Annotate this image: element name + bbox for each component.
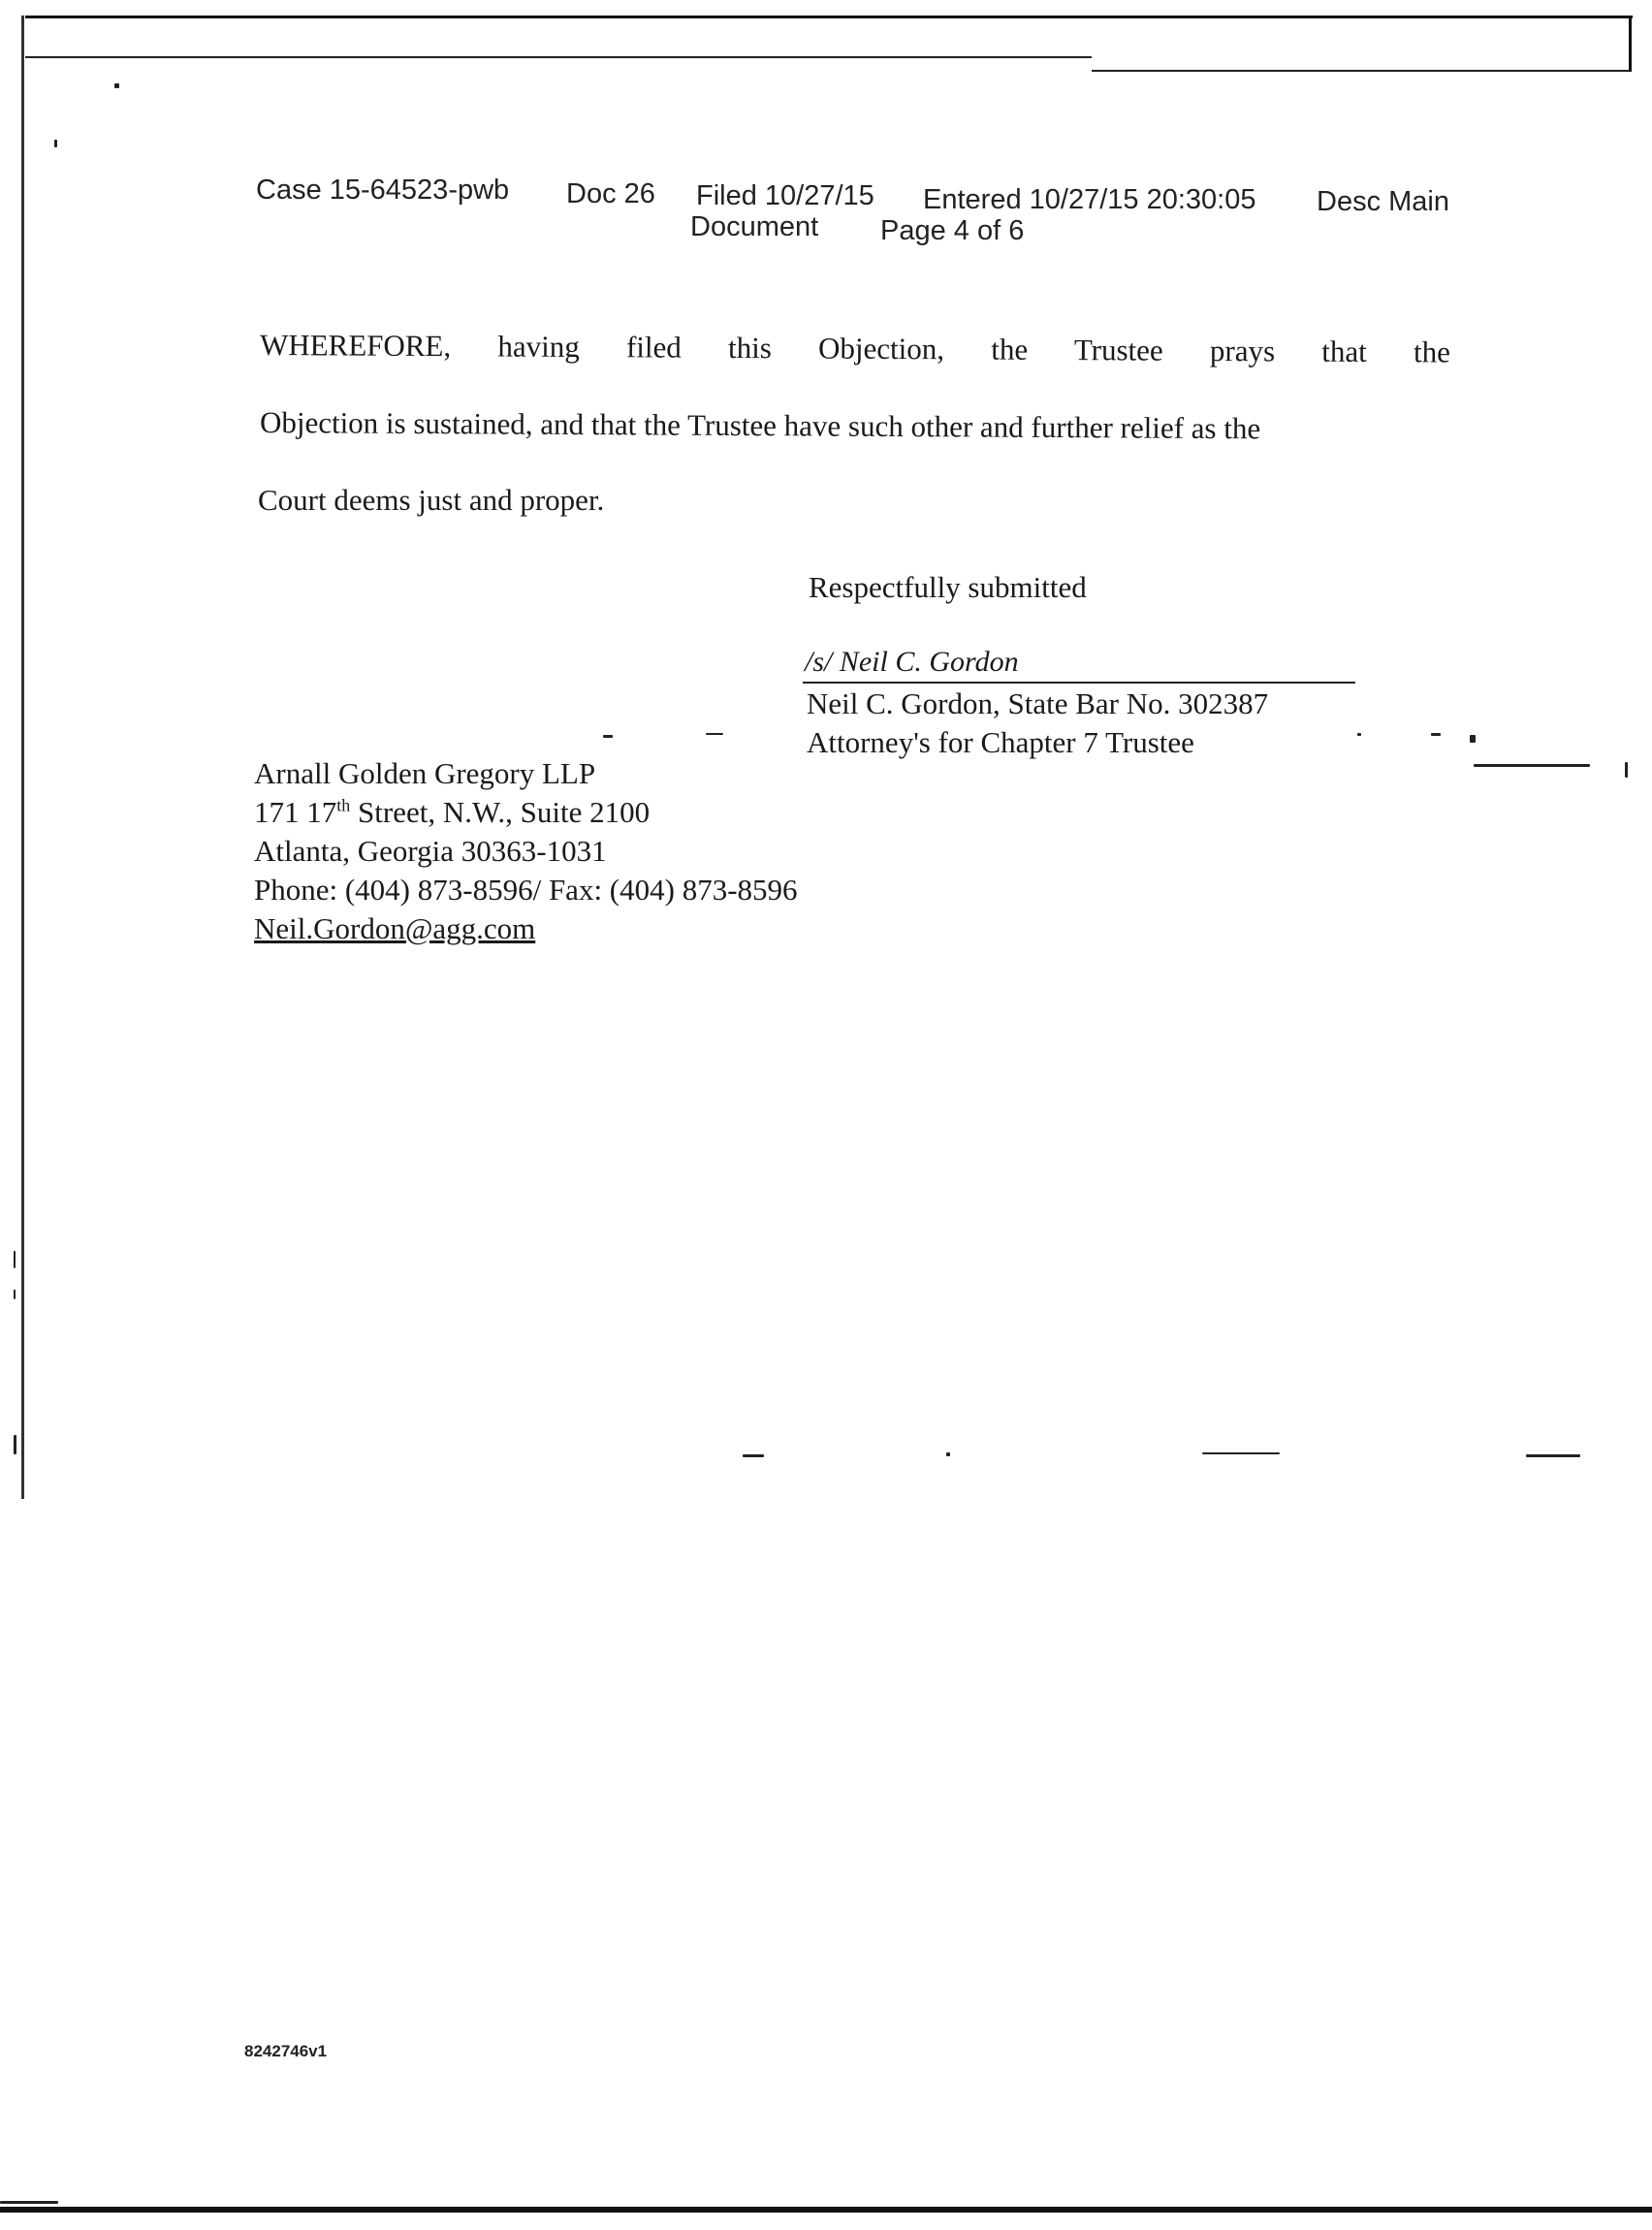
scan-border-inner: [25, 56, 1092, 58]
firm-email-link[interactable]: Neil.Gordon@agg.com: [254, 911, 536, 945]
scan-speck: [1202, 1452, 1280, 1454]
body-paragraph-line-1: WHEREFORE, having filed this Objection, the Trustee prays that the: [259, 328, 1451, 369]
header-page-number: Page 4 of 6: [880, 215, 1025, 246]
header-doc-number: Doc 26: [566, 178, 655, 209]
scan-speck: [14, 1290, 16, 1299]
scan-border-inner: [1092, 70, 1631, 72]
header-case-number: Case 15-64523-pwb: [256, 175, 510, 206]
header-entered-date: Entered 10/27/15 20:30:05: [923, 184, 1256, 215]
scan-speck: [706, 733, 723, 735]
scan-speck: [603, 735, 613, 738]
street-suffix: th: [336, 795, 351, 815]
street-rest: Street, N.W., Suite 2100: [350, 795, 651, 829]
body-paragraph-line-2: Objection is sustained, and that the Trustee have such other and further relief as the: [259, 405, 1261, 446]
scan-speck: [0, 2201, 58, 2204]
header-document: Document: [690, 211, 819, 242]
scan-speck: [743, 1454, 764, 1457]
firm-name: Arnall Golden Gregory LLP: [254, 756, 596, 790]
scan-border-top: [25, 16, 1633, 18]
scan-speck: [1357, 733, 1361, 736]
header-filed-date: Filed 10/27/15: [696, 180, 874, 211]
scan-speck: [14, 1251, 16, 1268]
scan-speck: [1474, 764, 1590, 767]
scan-speck: [54, 140, 57, 147]
scan-speck: [14, 1435, 16, 1454]
scan-speck: [1526, 1454, 1580, 1457]
firm-street: [254, 795, 650, 830]
firm-city: Atlanta, Georgia 30363-1031: [254, 834, 607, 868]
street-number: 171 17: [254, 795, 337, 829]
firm-phone-fax: Phone: (404) 873-8596/ Fax: (404) 873-8596: [254, 873, 798, 907]
header-desc: Desc Main: [1317, 186, 1449, 217]
scan-border-left: [21, 16, 24, 1499]
closing-text: Respectfully submitted: [809, 570, 1087, 604]
scan-border-right: [1629, 16, 1632, 72]
electronic-signature: /s/ Neil C. Gordon: [805, 646, 1019, 678]
attorney-role: Attorney's for Chapter 7 Trustee: [807, 725, 1194, 759]
body-paragraph-line-3: Court deems just and proper.: [258, 483, 605, 517]
attorney-name-bar-number: Neil C. Gordon, State Bar No. 302387: [807, 686, 1269, 720]
scan-speck: [1625, 762, 1628, 778]
scan-speck: [114, 83, 119, 88]
scan-speck: [946, 1452, 950, 1456]
scan-speck: [1470, 735, 1476, 743]
signature-line: [803, 682, 1355, 684]
document-id: 8242746v1: [244, 2042, 328, 2060]
scan-border-bottom: [0, 2207, 1652, 2213]
scan-speck: [1431, 733, 1441, 736]
